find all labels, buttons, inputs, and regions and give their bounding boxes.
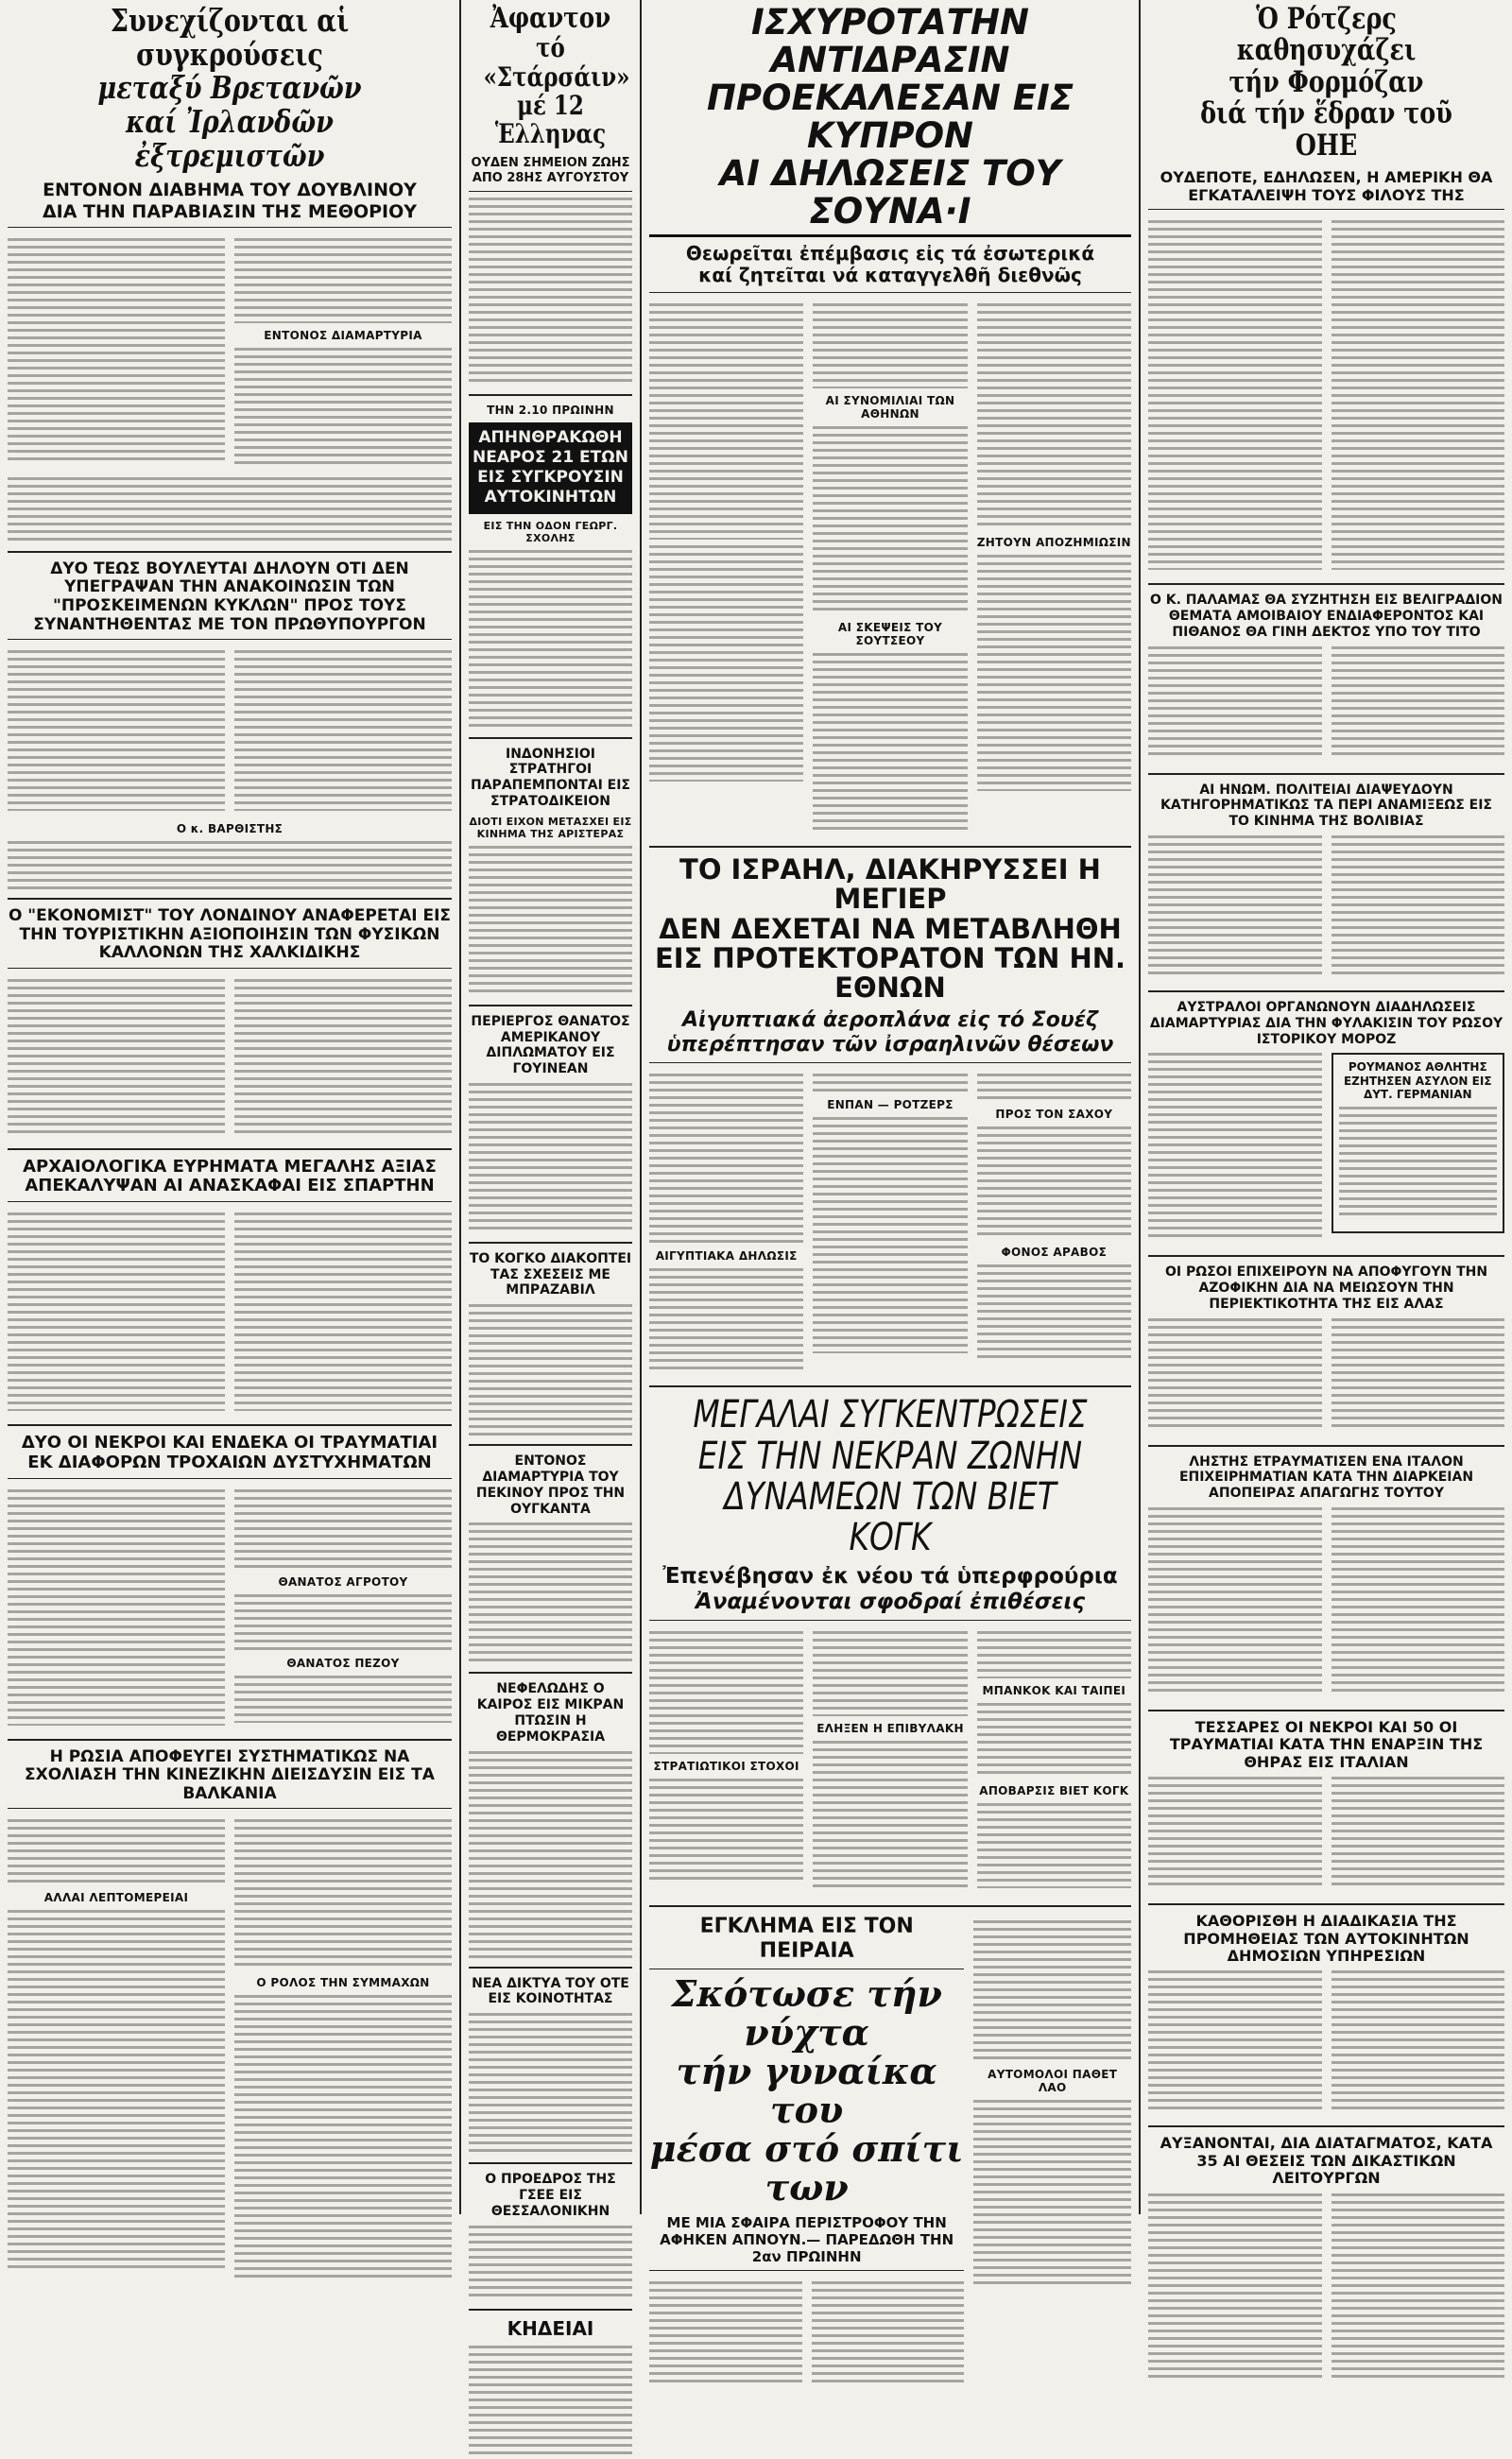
section-subhead: ΑΙ ΣΚΕΨΕΙΣ ΤΟΥ ΣΟΥΤΣΕΟΥ (837, 620, 943, 647)
headline: μέ 12 Ἑλληνας (494, 89, 607, 150)
article-text (977, 1631, 1131, 1678)
lead-headline: ΙΣΧΥΡΟΤΑΤΗΝ ΑΝΤΙΔΡΑΣΙΝ (751, 2, 1029, 80)
article-text (234, 1489, 452, 1570)
article-text (469, 550, 632, 730)
lead-subheadline: Θεωρεῖται ἐπέμβασις εἰς τά ἐσωτερικά (685, 241, 1095, 265)
section-subhead: Ο ΡΟΛΟΣ ΤΗΝ ΣΥΜΜΑΧΩΝ (256, 1976, 430, 1990)
article-text (8, 1910, 225, 2269)
article-text (1148, 835, 1322, 977)
headline: ΟΙ ΡΩΣΟΙ ΕΠΙΧΕΙΡΟΥΝ ΝΑ ΑΠΟΦΥΓΟΥΝ ΤΗΝ ΑΖΟΦΙΚΗΝ ΔΙΑ ΝΑ ΜΕΙΩΣΟΥΝ ΤΗΝ ΠΕΡΙΕΚΤΙΚΟΤΗΤΑ ΤΗΣ ΕΙΣ ΑΛΑΣ (1164, 1264, 1488, 1312)
subheadline: Αἰγυπτιακά ἀεροπλάνα εἰς τό Σουέζ (682, 1008, 1098, 1033)
article-text (813, 303, 967, 388)
headline: ΕΝΤΟΝΟΣ ΔΙΑΜΑΡΤΥΡΙΑ ΤΟΥ ΠΕΚΙΝΟΥ ΠΡΟΣ ΤΗΝ ΟΥΓΚΑΝΤΑ (475, 1453, 626, 1517)
section-subhead: ΣΤΡΑΤΙΩΤΙΚΟΙ ΣΤΟΧΟΙ (653, 1760, 799, 1774)
article-text (8, 1489, 225, 1726)
section-subhead: ΘΑΝΑΤΟΣ ΑΓΡΟΤΟΥ (278, 1574, 408, 1589)
article-text (234, 238, 452, 323)
headline: ΜΕΓΑΛΑΙ ΣΥΓΚΕΝΤΡΩΣΕΙΣ (693, 1393, 1088, 1437)
headline: Σκότωσε τήν νύχτα (671, 1972, 942, 2055)
headline: διά τήν ἕδραν τοῦ ΟΗΕ (1200, 96, 1452, 163)
section-subhead: ΔΙΟΤΙ ΕΙΧΟΝ ΜΕΤΑΣΧΕΙ ΕΙΣ ΚΙΝΗΜΑ ΤΗΣ ΑΡΙΣΤΕΡΑΣ (469, 815, 632, 840)
article-text (649, 1631, 803, 1754)
headline: τό «Στάρσάιν» (483, 32, 630, 93)
column-1 (0, 0, 459, 2214)
article-text (977, 555, 1131, 791)
headline: ΤΟ ΚΟΓΚΟ ΔΙΑΚΟΠΤΕΙ ΤΑΣ ΣΧΕΣΕΙΣ ΜΕ ΜΠΡΑΖΑΒΙΛ (469, 1250, 632, 1298)
article-text (234, 979, 452, 1135)
article-text (469, 2346, 632, 2459)
article-text (977, 1074, 1131, 1102)
article-text (1332, 646, 1505, 760)
boxed-article (1332, 1053, 1505, 1233)
kicker: ΤΗΝ 2.10 ΠΡΩΙΝΗΝ (487, 403, 614, 417)
article-text (469, 2013, 632, 2155)
headline: ΔΥΝΑΜΕΩΝ ΤΩΝ ΒΙΕΤ ΚΟΓΚ (724, 1474, 1057, 1559)
section-subhead: ΕΛΗΞΕΝ Η ΕΠΙΒΥΛΑΚΗ (816, 1722, 964, 1736)
article-text (813, 1117, 967, 1353)
subheadline: ΕΝΤΟΝΟΝ ΔΙΑΒΗΜΑ ΤΟΥ ΔΟΥΒΛΙΝΟΥ (43, 180, 417, 201)
article-text (469, 198, 632, 387)
headline: ΕΙΣ ΤΗΝ ΝΕΚΡΑΝ ΖΩΝΗΝ (697, 1434, 1083, 1478)
headline: καί Ἰρλανδῶν ἐξτρεμιστῶν (126, 102, 334, 174)
subheadline: ΟΥΔΕΠΟΤΕ, ΕΔΗΛΩΣΕΝ, Η ΑΜΕΡΙΚΗ ΘΑ ΕΓΚΑΤΑΛΕΙΨΗ ΤΟΥΣ ΦΙΛΟΥΣ ΤΗΣ (1160, 168, 1493, 204)
headline: ΑΙ ΗΝΩΜ. ΠΟΛΙΤΕΙΑΙ ΔΙΑΨΕΥΔΟΥΝ ΚΑΤΗΓΟΡΗΜΑΤΙΚΩΣ ΤΑ ΠΕΡΙ ΑΝΑΜΙΞΕΩΣ ΕΙΣ ΤΟ ΚΙΝΗΜΑ ΤΗΣ ΒΟΛΙΒΙΑΣ (1160, 782, 1492, 830)
article-text (1148, 1507, 1322, 1696)
article-text (8, 1819, 225, 1885)
article-text (649, 303, 803, 540)
lead-headline: ΑΙ ΔΗΛΩΣΕΙΣ ΤΟΥ ΣΟΥΝΑ·Ι (719, 152, 1061, 232)
article-text (977, 1803, 1131, 1888)
headline: μέσα στό σπίτι των (649, 2127, 964, 2210)
headline: ΤΕΣΣΑΡΕΣ ΟΙ ΝΕΚΡΟΙ ΚΑΙ 50 ΟΙ ΤΡΑΥΜΑΤΙΑΙ ΚΑΤΑ ΤΗΝ ΕΝΑΡΞΙΝ ΤΗΣ ΘΗΡΑΣ ΕΙΣ ΙΤΑΛΙΑΝ (1169, 1718, 1484, 1771)
article-text (234, 650, 452, 811)
headline: ΑΡΧΑΙΟΛΟΓΙΚΑ ΕΥΡΗΜΑΤΑ ΜΕΓΑΛΗΣ ΑΞΙΑΣ ΑΠΕΚΑΛΥΨΑΝ ΑΙ ΑΝΑΣΚΑΦΑΙ ΕΙΣ ΣΠΑΡΤΗΝ (23, 1156, 437, 1196)
article-text (812, 2281, 965, 2385)
headline: ΛΗΣΤΗΣ ΕΤΡΑΥΜΑΤΙΣΕΝ ΕΝΑ ΙΤΑΛΟΝ ΕΠΙΧΕΙΡΗΜΑΤΙΑΝ ΚΑΤΑ ΤΗΝ ΔΙΑΡΚΕΙΑΝ ΑΠΟΠΕΙΡΑΣ ΑΠΑΓΩΓΗΣ ΤΟΥΤΟΥ (1178, 1453, 1474, 1502)
section-subhead: ΑΙ ΣΥΝΟΜΙΛΙΑΙ ΤΩΝ ΑΘΗΝΩΝ (825, 393, 955, 421)
article-text (234, 1676, 452, 1723)
article-text (1332, 220, 1505, 570)
article-text (1332, 1507, 1505, 1696)
lead-headline: ΠΡΟΕΚΑΛΕΣΑΝ ΕΙΣ ΚΥΠΡΟΝ (706, 77, 1074, 156)
article-text (649, 545, 803, 782)
headline: ΑΥΞΑΝΟΝΤΑΙ, ΔΙΑ ΔΙΑΤΑΓΜΑΤΟΣ, ΚΑΤΑ 35 ΑΙ ΘΕΣΕΙΣ ΤΩΝ ΔΙΚΑΣΤΙΚΩΝ ΛΕΙΤΟΥΡΓΩΝ (1160, 2134, 1493, 2188)
article-text (469, 1522, 632, 1664)
headline: ΝΕΑ ΔΙΚΤΥΑ ΤΟΥ ΟΤΕ ΕΙΣ ΚΟΙΝΟΤΗΤΑΣ (472, 1975, 629, 2007)
article-text (8, 650, 225, 811)
article-text (469, 1304, 632, 1436)
headline: Ἀφαντον (490, 2, 611, 35)
article-text (469, 1083, 632, 1234)
column-2 (461, 0, 640, 2340)
headline: Η ΡΩΣΙΑ ΑΠΟΦΕΥΓΕΙ ΣΥΣΤΗΜΑΤΙΚΩΣ ΝΑ ΣΧΟΛΙΑΣΗ ΤΗΝ ΚΙΝΕΖΙΚΗΝ ΔΙΕΙΣΔΥΣΙΝ ΕΙΣ ΤΑ ΒΑΛΚΑΝΙΑ (25, 1746, 435, 1803)
article-text (1332, 2193, 1505, 2382)
section-subhead: ΑΛΛΑΙ ΛΕΠΤΟΜΕΡΕΙΑΙ (43, 1891, 189, 1905)
headline: Ο Κ. ΠΑΛΑΜΑΣ ΘΑ ΣΥΖΗΤΗΣΗ ΕΙΣ ΒΕΛΙΓΡΑΔΙΟΝ ΘΕΜΑΤΑ ΑΜΟΙΒΑΙΟΥ ΕΝΔΙΑΦΕΡΟΝΤΟΣ ΚΑΙ ΠΙΘΑΝΟΣ ΘΑ ΓΙΝΗ ΔΕΚΤΟΣ ΥΠΟ ΤΟΥ ΤΙΤΟ (1149, 593, 1503, 640)
article-text (977, 303, 1131, 530)
article-text (234, 348, 452, 466)
article-text (1148, 1970, 1322, 2112)
article-text (1332, 1318, 1505, 1432)
headline: ΔΥΟ ΟΙ ΝΕΚΡΟΙ ΚΑΙ ΕΝΔΕΚΑ ΟΙ ΤΡΑΥΜΑΤΙΑΙ ΕΚ ΔΙΑΦΟΡΩΝ ΤΡΟΧΑΙΩΝ ΔΥΣΤΥΧΗΜΑΤΩΝ (21, 1433, 438, 1472)
article-text (469, 846, 632, 997)
headline: ΔΕΝ ΔΕΧΕΤΑΙ ΝΑ ΜΕΤΑΒΛΗΘΗ (659, 912, 1122, 945)
section-subhead: ΑΠΟΒΑΡΣΙΣ ΒΙΕΤ ΚΟΓΚ (979, 1784, 1129, 1798)
headline: ΕΙΣ ΠΡΟΤΕΚΤΟΡΑΤΟΝ ΤΩΝ ΗΝ. ΕΘΝΩΝ (654, 941, 1126, 1005)
article-text (813, 1074, 967, 1092)
article-text (469, 1751, 632, 1959)
headline: ΚΗΔΕΙΑΙ (507, 2316, 594, 2340)
headline: ΔΥΟ ΤΕΩΣ ΒΟΥΛΕΥΤΑΙ ΔΗΛΟΥΝ ΟΤΙ ΔΕΝ ΥΠΕΓΡΑΨΑΝ ΤΗΝ ΑΝΑΚΟΙΝΩΣΙΝ ΤΩΝ "ΠΡΟΣΚΕΙΜΕΝΩΝ ΚΥΚΛΩΝ" ΠΡΟΣ ΤΟΥΣ ΣΥΝΑΝΤΗΘΕΝΤΑΣ ΜΕ ΤΟΝ ΠΡΩΘΥΠΟΥΡΓΟΝ (33, 559, 426, 634)
article-text (1148, 1053, 1322, 1242)
section-subhead: ΖΗΤΟΥΝ ΑΠΟΖΗΜΙΩΣΙΝ (976, 535, 1131, 549)
subheadline: Ἀναμένονται σφοδραί ἐπιθέσεις (695, 1590, 1086, 1615)
section-subhead: ΑΥΤΟΜΟΛΟΙ ΠΑΘΕΤ ΛΑΟ (988, 2068, 1118, 2095)
headline: ΙΝΔΟΝΗΣΙΟΙ ΣΤΡΑΤΗΓΟΙ ΠΑΡΑΠΕΜΠΟΝΤΑΙ ΕΙΣ ΣΤΡΑΤΟΔΙΚΕΙΟΝ (471, 746, 630, 809)
article-text (1148, 1777, 1322, 1890)
headline: Ο ΠΡΟΕΔΡΟΣ ΤΗΣ ΓΣΕΕ ΕΙΣ ΘΕΣΣΑΛΟΝΙΚΗΝ (485, 2172, 616, 2219)
section-subhead: ΜΠΑΝΚΟΚ ΚΑΙ ΤΑΙΠΕΙ (982, 1684, 1126, 1698)
article-text (8, 1212, 225, 1411)
article-text (234, 1594, 452, 1651)
article-text (649, 2281, 802, 2385)
section-subhead: ΕΙΣ ΤΗΝ ΟΔΟΝ ΓΕΩΡΓ. ΣΧΟΛΗΣ (483, 519, 618, 544)
article-text (813, 426, 967, 615)
headline: ΑΠΗΝΘΡΑΚΩΘΗ ΝΕΑΡΟΣ 21 ΕΤΩΝ ΕΙΣ ΣΥΓΚΡΟΥΣΙΝ ΑΥΤΟΚΙΝΗΤΩΝ (469, 422, 632, 514)
section-subhead: ΕΝΤΟΝΟΣ ΔΙΑΜΑΡΤΥΡΙΑ (264, 328, 422, 342)
column-4 (1141, 0, 1512, 2214)
column-3 (642, 0, 1139, 2266)
article-text (1148, 1318, 1322, 1432)
section-subhead: Ο κ. ΒΑΡΘΙΣΤΗΣ (176, 822, 284, 836)
subheadline: ΜΕ ΜΙΑ ΣΦΑΙΡΑ ΠΕΡΙΣΤΡΟΦΟΥ ΤΗΝ ΑΦΗΚΕΝ ΑΠΝΟΥΝ.— ΠΑΡΕΔΩΘΗ ΤΗΝ 2αν ΠΡΩΙΝΗΝ (660, 2214, 954, 2266)
article-text (8, 841, 452, 890)
subheadline: ΔΙΑ ΤΗΝ ΠΑΡΑΒΙΑΣΙΝ ΤΗΣ ΜΕΘΟΡΙΟΥ (42, 200, 418, 222)
article-text (813, 1741, 967, 1892)
headline: ΠΕΡΙΕΡΓΟΣ ΘΑΝΑΤΟΣ ΑΜΕΡΙΚΑΝΟΥ ΔΙΠΛΩΜΑΤΟΥ ΕΙΣ ΓΟΥΙΝΕΑΝ (471, 1013, 630, 1077)
article-text (234, 1212, 452, 1411)
article-text (1148, 220, 1322, 570)
section-subhead: ΑΙΓΥΠΤΙΑΚΑ ΔΗΛΩΣΙΣ (655, 1249, 798, 1264)
section-subhead: ΕΝΠΑΝ — ΡΟΤΖΕΡΣ (827, 1098, 954, 1112)
headline: τήν Φορμόζαν (1228, 64, 1424, 99)
article-text (813, 653, 967, 833)
headline: ΑΥΣΤΡΑΛΟΙ ΟΡΓΑΝΩΝΟΥΝ ΔΙΑΔΗΛΩΣΕΙΣ ΔΙΑΜΑΡΤΥΡΙΑΣ ΔΙΑ ΤΗΝ ΦΥΛΑΚΙΣΙΝ ΤΟΥ ΡΩΣΟΥ ΙΣΤΟΡΙΚΟΥ ΜΟΡΟΖ (1149, 999, 1503, 1047)
article-text (973, 2100, 1131, 2289)
article-text (8, 979, 225, 1135)
headline: Ο "ΕΚΟΝΟΜΙΣΤ" ΤΟΥ ΛΟΝΔΙΝΟΥ ΑΝΑΦΕΡΕΤΑΙ ΕΙΣ ΤΗΝ ΤΟΥΡΙΣΤΙΚΗΝ ΑΞΙΟΠΟΙΗΣΙΝ ΤΩΝ ΦΥΣΙΚΩΝ ΚΑΛΛΟΝΩΝ ΤΗΣ ΧΑΛΚΙΔΙΚΗΣ (8, 906, 452, 963)
article-text (1148, 646, 1322, 760)
headline: ΚΑΘΟΡΙΣΘΗ Η ΔΙΑΔΙΚΑΣΙΑ ΤΗΣ ΠΡΟΜΗΘΕΙΑΣ ΤΩΝ ΑΥΤΟΚΙΝΗΤΩΝ ΔΗΜΟΣΙΩΝ ΥΠΗΡΕΣΙΩΝ (1183, 1912, 1469, 1966)
section-subhead: ΠΡΟΣ ΤΟΝ ΣΑΧΟΥ (995, 1108, 1113, 1122)
article-text (1332, 835, 1505, 977)
article-text (973, 1920, 1131, 2062)
article-text (469, 2226, 632, 2301)
article-text (1339, 1107, 1498, 1220)
headline: Ὁ Ρότζερς καθησυχάζει (1236, 2, 1417, 68)
article-text (234, 1819, 452, 1970)
article-text (977, 1264, 1131, 1359)
headline: ΝΕΦΕΛΩΔΗΣ Ο ΚΑΙΡΟΣ ΕΙΣ ΜΙΚΡΑΝ ΠΤΩΣΙΝ Η ΘΕΡΜΟΚΡΑΣΙΑ (476, 1681, 625, 1745)
section-subhead: ΦΟΝΟΣ ΑΡΑΒΟΣ (1001, 1246, 1108, 1260)
article-text (8, 238, 225, 460)
lead-subheadline: καί ζητεῖται νά καταγγελθῆ διεθνῶς (698, 264, 1082, 287)
headline: ΕΓΚΛΗΜΑ ΕΙΣ ΤΟΝ ΠΕΙΡΑΙΑ (699, 1915, 914, 1964)
article-text (649, 1268, 803, 1372)
article-text (234, 1995, 452, 2278)
article-text (813, 1631, 967, 1716)
headline: Συνεχίζονται αἱ συγκρούσεις (110, 2, 350, 73)
article-text (1332, 1777, 1505, 1890)
article-text (649, 1779, 803, 1883)
section-subhead: ΘΑΝΑΤΟΣ ΠΕΖΟΥ (286, 1656, 400, 1670)
article-text (649, 1074, 803, 1244)
headline: μεταξύ Βρετανῶν (97, 69, 362, 107)
headline: ΤΟ ΙΣΡΑΗΛ, ΔΙΑΚΗΡΥΣΣΕΙ Η ΜΕΓΙΕΡ (679, 852, 1101, 916)
article-text (1332, 1970, 1505, 2112)
subheadline: ὑπερέπτησαν τῶν ἰσραηλινῶν θέσεων (666, 1033, 1114, 1058)
article-text (977, 1703, 1131, 1779)
article-text (1148, 2193, 1322, 2382)
headline: ΡΟΥΜΑΝΟΣ ΑΘΛΗΤΗΣ ΕΖΗΤΗΣΕΝ ΑΣΥΛΟΝ ΕΙΣ ΔΥΤ. ΓΕΡΜΑΝΙΑΝ (1343, 1060, 1492, 1102)
headline: τήν γυναίκα του (676, 2050, 937, 2132)
article-text (8, 477, 452, 543)
article-text (977, 1126, 1131, 1240)
subheadline: ΟΥΔΕΝ ΣΗΜΕΙΟΝ ΖΩΗΣ ΑΠΟ 28ΗΣ ΑΥΓΟΥΣΤΟΥ (471, 156, 630, 185)
subheadline: Ἐπενέβησαν ἐκ νέου τά ὑπερφρούρια (662, 1564, 1118, 1590)
